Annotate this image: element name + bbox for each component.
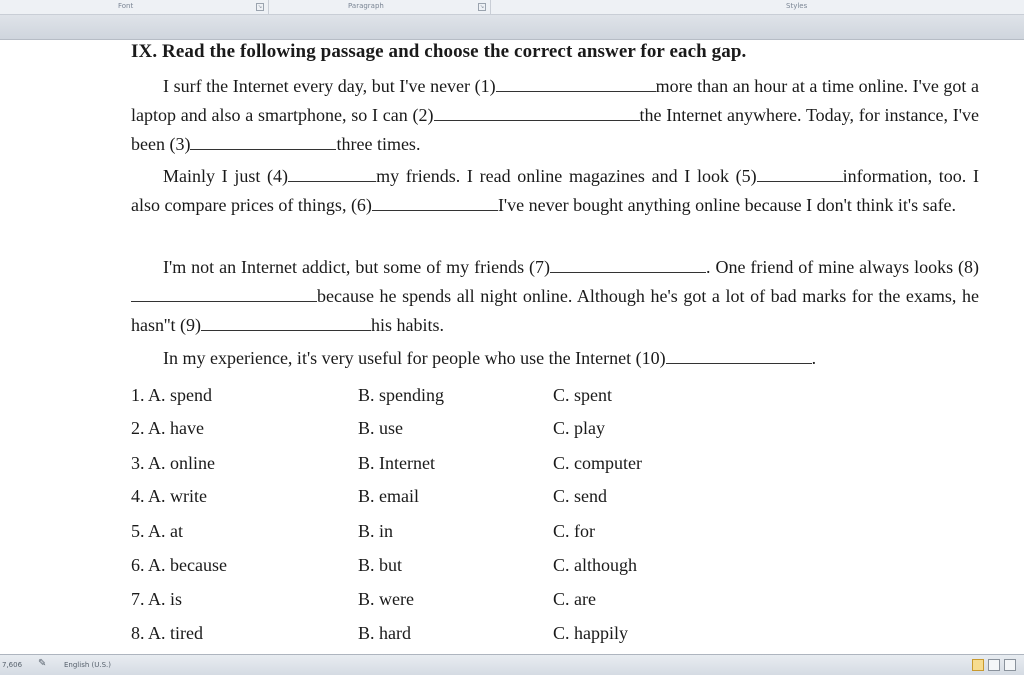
gap-7[interactable] <box>550 258 706 273</box>
font-group-label: Font <box>118 2 134 10</box>
p2-text-2: my friends. I read online magazines and I look (5) <box>376 166 757 186</box>
gap-10[interactable] <box>666 349 812 364</box>
gap-1[interactable] <box>496 77 656 92</box>
word-count[interactable]: 7,606 <box>2 661 23 669</box>
option-2a: 2. A. have <box>131 418 204 438</box>
p1-text-3: the Internet anywhere. Today, for instance, I've been (3) <box>131 105 979 154</box>
proofing-icon[interactable]: ✎ <box>38 658 47 669</box>
p4-text-1: In my experience, it's very useful for people who use the Internet (10) <box>163 348 666 368</box>
option-7a: 7. A. is <box>131 589 183 609</box>
ribbon-separator <box>268 0 269 14</box>
paragraph-group-label: Paragraph <box>348 2 384 10</box>
full-screen-reading-view-icon[interactable] <box>988 659 1000 671</box>
option-5b: B. in <box>358 521 394 541</box>
paragraph-4 <box>131 344 979 373</box>
option-3a: 3. A. online <box>131 453 215 473</box>
option-4c: C. send <box>553 486 607 506</box>
p2-text-3: information, too. I also compare prices of things, (6) <box>131 166 979 215</box>
p1-text-4: three times. <box>336 134 421 154</box>
p1-text-1: I surf the Internet every day, but I've never (1) <box>163 76 496 96</box>
option-8a: 8. A. tired <box>131 623 203 643</box>
language-indicator[interactable]: English (U.S.) <box>64 661 111 669</box>
gap-8[interactable] <box>131 287 317 302</box>
option-8b: B. hard <box>358 623 411 643</box>
paragraph-2 <box>131 162 979 220</box>
exercise-heading: IX. Read the following passage and choose the correct answer for each gap. <box>131 41 747 62</box>
gap-4[interactable] <box>288 167 376 182</box>
ribbon-separator <box>490 0 491 14</box>
web-layout-view-icon[interactable] <box>1004 659 1016 671</box>
option-2b: B. use <box>358 418 403 438</box>
p4-text-2: . <box>811 348 817 368</box>
option-6b: B. but <box>358 555 403 575</box>
option-2c: C. play <box>553 418 605 438</box>
paragraph-1 <box>131 72 979 159</box>
document-page[interactable] <box>0 40 1024 654</box>
gap-6[interactable] <box>372 196 498 211</box>
p2-text-4: I've never bought anything online because I don't think it's safe. <box>497 195 957 215</box>
styles-group-label: Styles <box>786 2 808 10</box>
p3-text-3: because he spends all night online. Although he's got a lot of bad marks for the exams, he hasn''t (9) <box>131 286 979 335</box>
option-7b: B. were <box>358 589 414 609</box>
paragraph-3 <box>131 253 979 340</box>
gap-3[interactable] <box>190 135 336 150</box>
option-5c: C. for <box>553 521 595 541</box>
p3-text-2: . One friend of mine always looks (8) <box>706 257 980 277</box>
gap-9[interactable] <box>201 316 371 331</box>
p1-text-2: more than an hour at a time online. I've got a laptop and also a smartphone, so I can (2) <box>131 76 979 125</box>
ruler-band <box>0 15 1024 40</box>
option-4b: B. email <box>358 486 419 506</box>
font-dialog-launcher-icon[interactable]: ↘ <box>257 4 263 10</box>
p3-text-4: his habits. <box>370 315 444 335</box>
p2-text-1: Mainly I just (4) <box>163 166 289 186</box>
gap-2[interactable] <box>434 106 640 121</box>
p3-text-1: I'm not an Internet addict, but some of my friends (7) <box>163 257 551 277</box>
status-bar <box>0 654 1024 675</box>
option-3c: C. computer <box>553 453 642 473</box>
option-7c: C. are <box>553 589 596 609</box>
ribbon-group-bar <box>0 0 1024 15</box>
paragraph-dialog-launcher-icon[interactable]: ↘ <box>479 4 485 10</box>
option-3b: B. Internet <box>358 453 435 473</box>
gap-5[interactable] <box>757 167 843 182</box>
option-5a: 5. A. at <box>131 521 183 541</box>
option-1a: 1. A. spend <box>131 385 212 405</box>
option-6c: C. although <box>553 555 637 575</box>
option-8c: C. happily <box>553 623 628 643</box>
print-layout-view-icon[interactable] <box>972 659 984 671</box>
option-6a: 6. A. because <box>131 555 227 575</box>
option-4a: 4. A. write <box>131 486 207 506</box>
option-1b: B. spending <box>358 385 445 405</box>
option-1c: C. spent <box>553 385 613 405</box>
